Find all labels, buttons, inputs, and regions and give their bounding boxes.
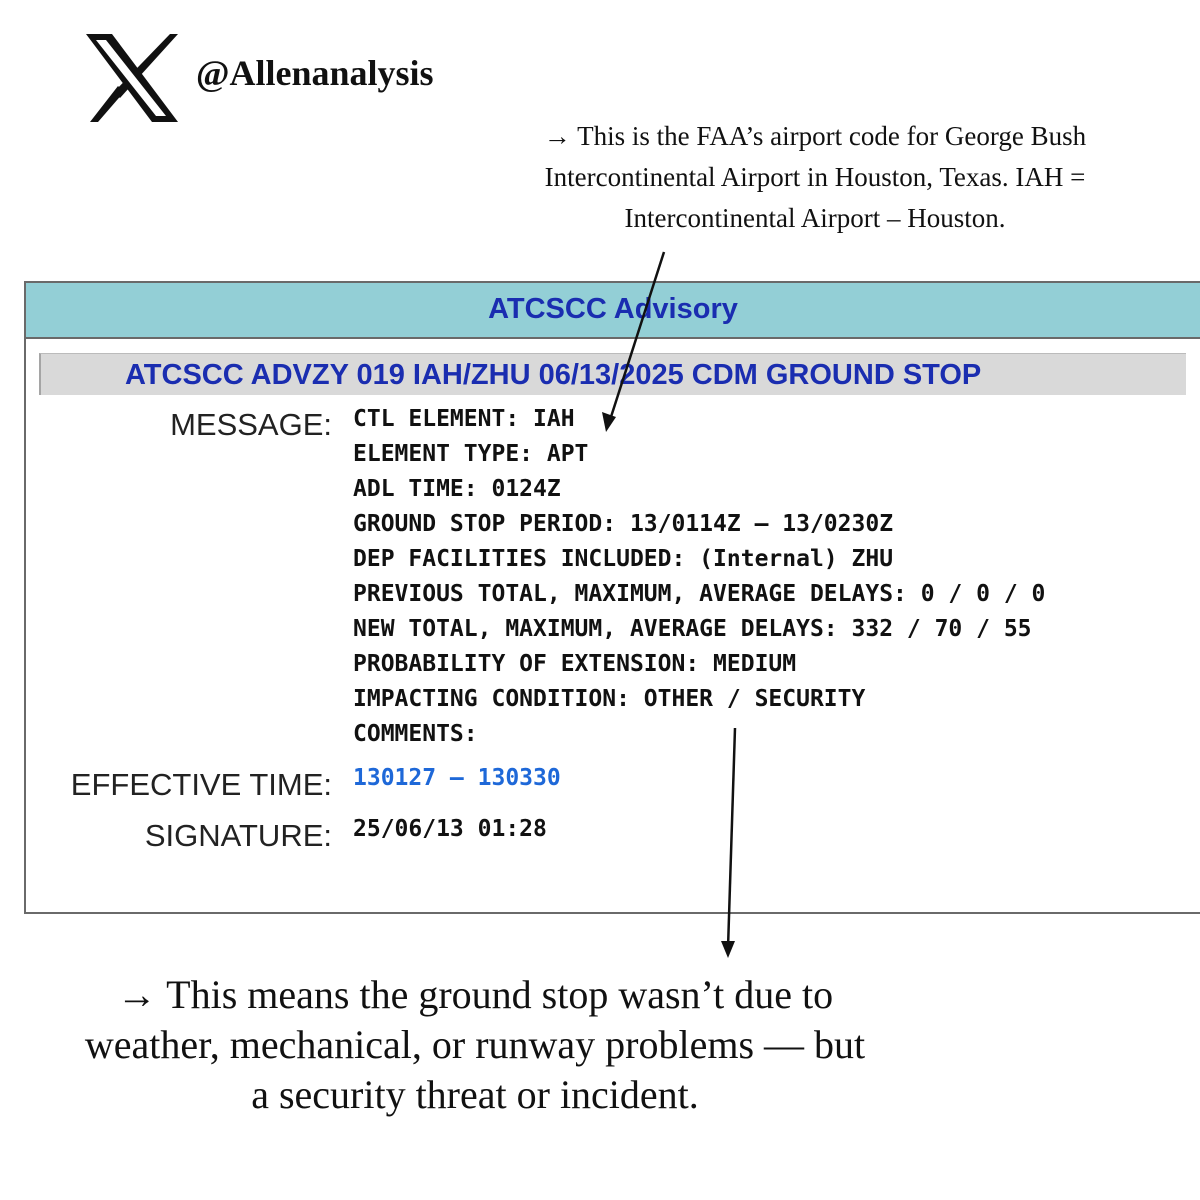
advisory-title: ATCSCC ADVZY 019 IAH/ZHU 06/13/2025 CDM GROUND STOP [39, 353, 1186, 395]
effective-time-value: 130127 – 130330 [353, 765, 561, 791]
annotation-top-line: Intercontinental Airport in Houston, Texas. IAH = [544, 162, 1086, 192]
message-line: ELEMENT TYPE: APT [353, 441, 589, 467]
message-line: NEW TOTAL, MAXIMUM, AVERAGE DELAYS: 332 / 70 / 55 [353, 616, 1032, 642]
message-line: CTL ELEMENT: IAH [353, 406, 575, 432]
message-line: PREVIOUS TOTAL, MAXIMUM, AVERAGE DELAYS: 0 / 0 / 0 [353, 581, 1046, 607]
message-line: COMMENTS: [353, 721, 478, 747]
message-line: DEP FACILITIES INCLUDED: (Internal) ZHU [353, 546, 894, 572]
annotation-bottom [0, 970, 950, 1120]
arrow-to-iah [602, 252, 664, 432]
arrow-from-security [721, 728, 735, 958]
annotation-top-line: → This is the FAA’s airport code for George Bush [543, 121, 1087, 151]
annotation-bottom-line: → This means the ground stop wasn’t due to [116, 972, 834, 1017]
message-label: MESSAGE: [170, 407, 332, 442]
signature-label: SIGNATURE: [144, 818, 332, 853]
annotation-top-line: Intercontinental Airport – Houston. [624, 203, 1006, 233]
message-line: PROBABILITY OF EXTENSION: MEDIUM [353, 651, 797, 677]
advisory-header: ATCSCC Advisory [26, 283, 1200, 339]
message-line: IMPACTING CONDITION: OTHER / SECURITY [353, 686, 866, 712]
annotation-bottom-line: a security threat or incident. [251, 1072, 699, 1117]
signature-value: 25/06/13 01:28 [353, 816, 547, 842]
annotation-bottom-line: weather, mechanical, or runway problems — but [84, 1022, 866, 1067]
author-handle: @Allenanalysis [196, 53, 434, 93]
effective-time-label: EFFECTIVE TIME: [70, 767, 332, 802]
message-line: GROUND STOP PERIOD: 13/0114Z – 13/0230Z [353, 511, 894, 537]
message-line: ADL TIME: 0124Z [353, 476, 561, 502]
